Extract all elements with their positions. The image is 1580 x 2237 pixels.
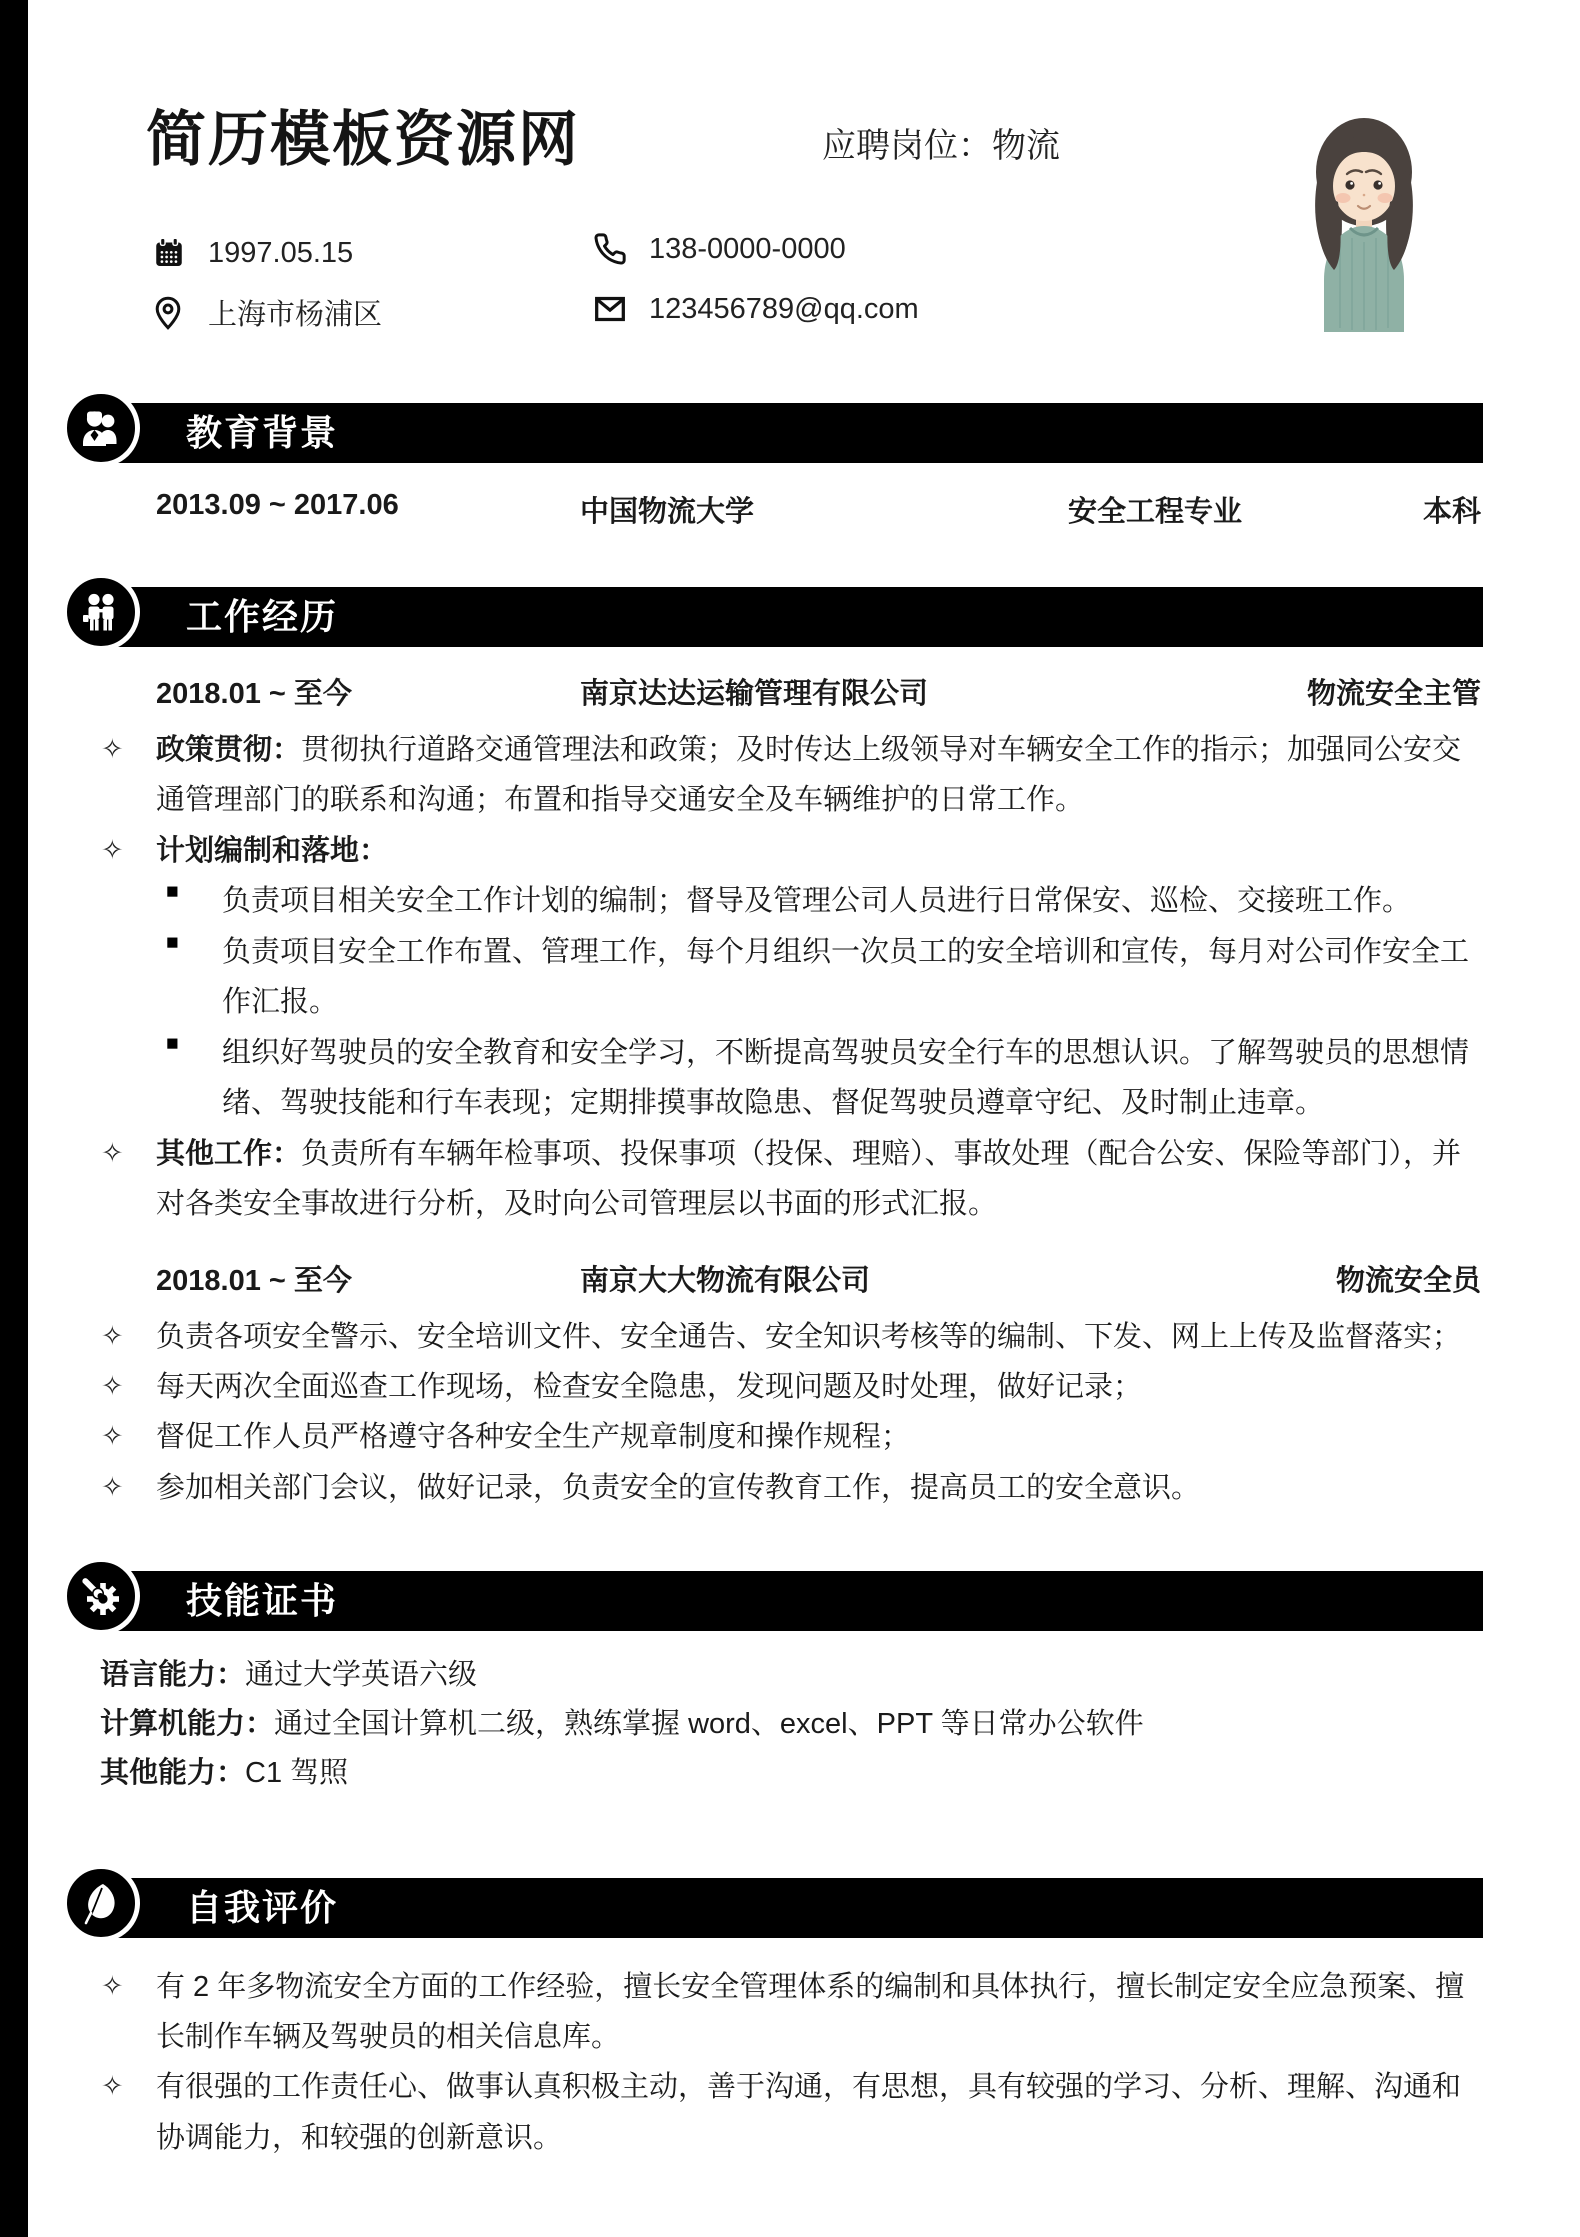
bullet-text: 参加相关部门会议，做好记录，负责安全的宣传教育工作，提高员工的安全意识。	[156, 1471, 1201, 1504]
left-accent-strip	[0, 0, 28, 2237]
skill-item	[100, 1651, 1483, 1700]
education-entry	[100, 489, 1483, 533]
job-company: 南京大大物流有限公司	[580, 1264, 871, 1297]
education-period: 2013.09 ~ 2017.06	[156, 489, 399, 521]
section-title-education: 教育背景	[186, 412, 339, 453]
bullet-text: 贯彻执行道路交通管理法和政策；及时传达上级领导对车辆安全工作的指示；加强同公安交通管理部门的联系和沟通；布置和指导交通安全及车辆维护的日常工作。	[156, 734, 1462, 817]
page-title: 简历模板资源网	[146, 106, 580, 173]
square-bullet-icon: ■	[166, 930, 179, 954]
skill-label: 语言能力：	[100, 1659, 246, 1692]
diamond-bullet-icon: ✧	[101, 834, 124, 865]
education-section-bar	[96, 403, 1483, 463]
list-item	[100, 725, 1483, 826]
gear-wrench-icon	[62, 1557, 140, 1635]
applied-position: 应聘岗位：物流	[822, 127, 1060, 165]
bullet-lead: 计划编制和落地：	[156, 834, 389, 867]
list-item	[100, 2062, 1483, 2163]
list-item	[100, 1129, 1483, 1230]
diamond-bullet-icon: ✧	[101, 1970, 124, 2001]
bullet-text: 督促工作人员严格遵守各种安全生产规章制度和操作规程；	[156, 1421, 911, 1454]
skill-list	[100, 1651, 1483, 1797]
job-bullet-list	[100, 725, 1483, 1230]
list-item	[100, 927, 1483, 1028]
list-item	[100, 1962, 1483, 2063]
list-item	[100, 1463, 1483, 1513]
job-header	[100, 671, 1483, 715]
skill-value: 通过大学英语六级	[245, 1659, 478, 1692]
job-bullet-list	[100, 1312, 1483, 1514]
skill-value: 通过全国计算机二级，熟练掌握 word、excel、PPT 等日常办公软件	[274, 1708, 1144, 1741]
birthday-value: 1997.05.15	[208, 236, 354, 269]
address-value: 上海市杨浦区	[208, 299, 383, 331]
skill-value: C1 驾照	[245, 1756, 349, 1789]
leaf-icon	[62, 1864, 140, 1942]
list-item	[100, 1028, 1483, 1129]
bullet-lead: 其他工作：	[156, 1137, 302, 1170]
diamond-bullet-icon: ✧	[101, 1421, 124, 1452]
skill-item	[100, 1700, 1483, 1749]
section-title-evaluation: 自我评价	[186, 1886, 339, 1928]
partners-icon	[62, 573, 140, 651]
list-item	[100, 826, 1483, 876]
diamond-bullet-icon: ✧	[101, 2071, 124, 2102]
job-role: 物流安全员	[1335, 1264, 1481, 1297]
bullet-text: 负责所有车辆年检事项、投保事项（投保、理赔）、事故处理（配合公安、保险等部门），并对各类安全事故进行分析，及时向公司管理层以书面的形式汇报。	[156, 1137, 1462, 1221]
bullet-text: 组织好驾驶员的安全教育和安全学习，不断提高驾驶员安全行车的思想认识。了解驾驶员的思想情绪、驾驶技能和行车表现；定期排摸事故隐患、督促驾驶员遵章守纪、及时制止违章。	[222, 1036, 1470, 1120]
skill-item	[100, 1749, 1483, 1798]
bullet-text: 负责项目安全工作布置、管理工作，每个月组织一次员工的安全培训和宣传，每月对公司作安全工作汇报。	[222, 935, 1470, 1019]
skill-label: 其他能力：	[100, 1756, 246, 1789]
diamond-bullet-icon: ✧	[101, 1471, 124, 1502]
education-degree: 本科	[1422, 496, 1481, 528]
diamond-bullet-icon: ✧	[101, 734, 124, 764]
square-bullet-icon: ■	[166, 1031, 179, 1055]
list-item	[100, 1312, 1483, 1362]
work-section-bar	[96, 587, 1483, 647]
skill-label: 计算机能力：	[100, 1708, 275, 1741]
job-company: 南京达达运输管理有限公司	[580, 678, 929, 710]
bullet-text: 有 2 年多物流安全方面的工作经验，擅长安全管理体系的编制和具体执行，擅长制定安全应急预案、擅长制作车辆及驾驶员的相关信息库。	[156, 1970, 1465, 2053]
bullet-text: 有很强的工作责任心、做事认真积极主动，善于沟通，有思想，具有较强的学习、分析、理解、沟通和协调能力，和较强的创新意识。	[156, 2071, 1462, 2154]
list-item	[100, 1362, 1483, 1412]
phone-value: 138-0000-0000	[649, 232, 846, 265]
diamond-bullet-icon: ✧	[101, 1137, 124, 1168]
bullet-text: 负责项目相关安全工作计划的编制；督导及管理公司人员进行日常保安、巡检、交接班工作。	[222, 885, 1412, 918]
job-period: 2018.01 ~ 至今	[156, 1264, 352, 1297]
evaluation-section-bar	[96, 1878, 1483, 1938]
diamond-bullet-icon: ✧	[101, 1320, 124, 1351]
list-item	[100, 1412, 1483, 1462]
skills-section-bar	[96, 1571, 1483, 1631]
evaluation-list	[100, 1962, 1483, 2164]
job-period: 2018.01 ~ 至今	[156, 678, 352, 710]
bullet-lead: 政策贯彻：	[156, 734, 302, 766]
education-major: 安全工程专业	[1068, 496, 1243, 528]
bullet-text: 负责各项安全警示、安全培训文件、安全通告、安全知识考核等的编制、下发、网上上传及监督落实；	[156, 1320, 1462, 1353]
job-role: 物流安全主管	[1306, 678, 1481, 710]
section-title-skills: 技能证书	[186, 1580, 339, 1622]
education-school: 中国物流大学	[580, 496, 755, 528]
email-value: 123456789@qq.com	[649, 292, 919, 325]
diamond-bullet-icon: ✧	[101, 1370, 124, 1401]
list-item	[100, 876, 1483, 926]
job-header	[100, 1258, 1483, 1302]
square-bullet-icon: ■	[166, 880, 179, 904]
graduates-icon	[62, 389, 140, 467]
section-title-work: 工作经历	[186, 596, 339, 637]
bullet-text: 每天两次全面巡查工作现场，检查安全隐患，发现问题及时处理，做好记录；	[156, 1370, 1143, 1403]
